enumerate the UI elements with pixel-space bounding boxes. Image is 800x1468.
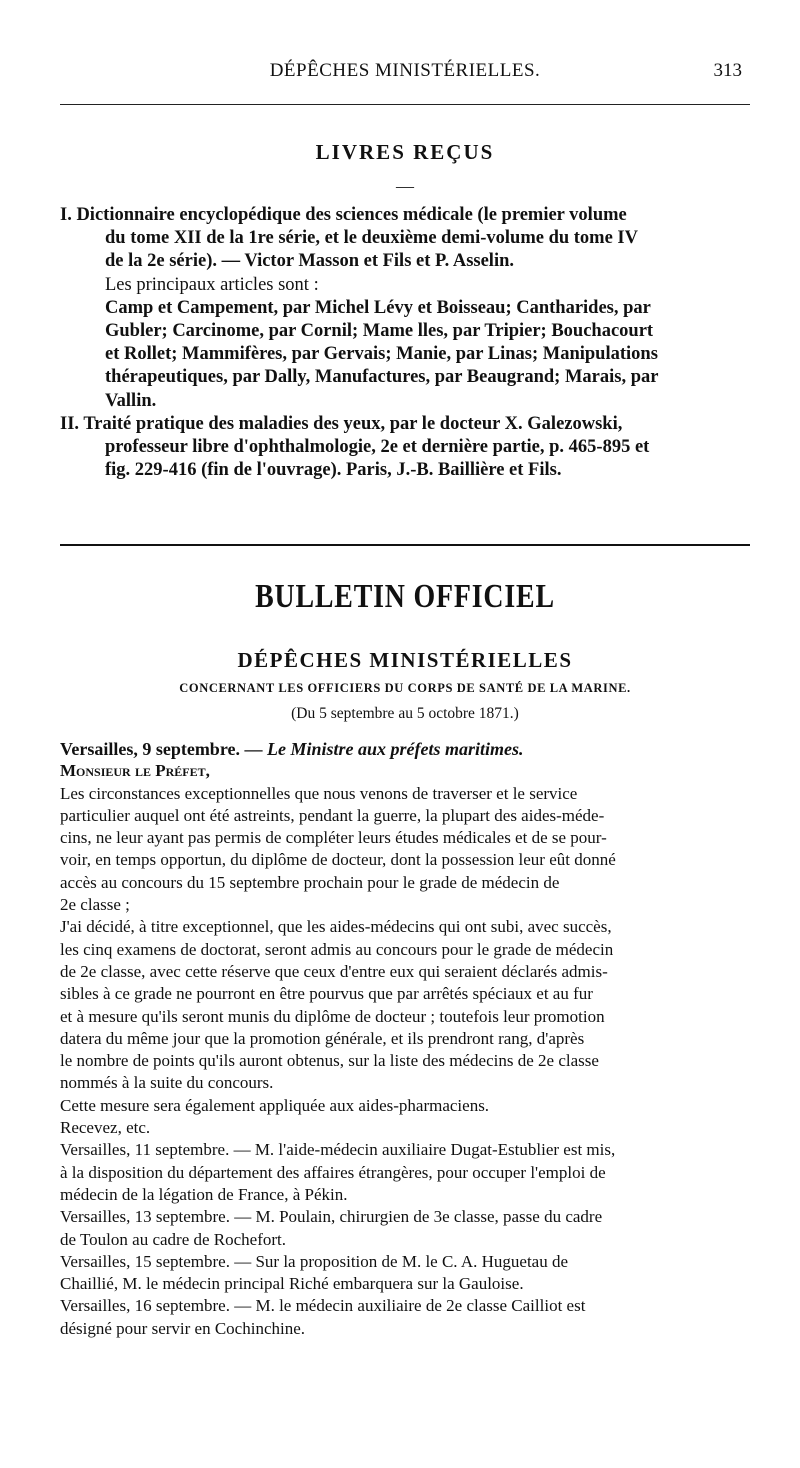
para2-line: sibles à ce grade ne pourront en être pourvus que par arrêtés spéciaux et au fur bbox=[60, 984, 593, 1004]
bulletin-title: BULLETIN OFFICIEL bbox=[255, 578, 555, 615]
article-line: Vallin. bbox=[105, 390, 157, 411]
para2-line: et à mesure qu'ils seront munis du diplôme de docteur ; toutefois leur promotion bbox=[60, 1006, 605, 1026]
para2-line: de 2e classe, avec cette réserve que ceux d'entre eux qui seraient déclarés admis- bbox=[60, 961, 608, 981]
bulletin-concerning: CONCERNANT LES OFFICIERS DU CORPS DE SANTÉ DE LA MARINE. bbox=[179, 681, 631, 695]
bulletin-dates: (Du 5 septembre au 5 octobre 1871.) bbox=[291, 705, 519, 722]
entry-line: Versailles, 15 septembre. — Sur la proposition de M. le C. A. Huguetau de bbox=[60, 1251, 569, 1271]
item1-line: du tome XII de la 1re série, et le deuxième demi-volume du tome IV bbox=[105, 228, 638, 249]
entry-line: Versailles, 11 septembre. — M. l'aide-médecin auxiliaire Dugat-Estublier est mis, bbox=[60, 1140, 616, 1160]
para1-line: voir, en temps opportun, du diplôme de docteur, dont la possession leur eût donné bbox=[60, 850, 616, 870]
livres-heading: LIVRES REÇUS bbox=[315, 140, 495, 164]
item2-line: professeur libre d'ophthalmologie, 2e et dernière partie, p. 465-895 et bbox=[105, 437, 650, 458]
para2-line: J'ai décidé, à titre exceptionnel, que les aides-médecins qui ont subi, avec succès, bbox=[60, 917, 612, 937]
page-number: 313 bbox=[713, 60, 742, 81]
section-rule bbox=[60, 544, 750, 546]
para1-line: particulier auquel ont été astreints, pendant la guerre, la plupart des aides-méde- bbox=[60, 805, 605, 825]
entry-line: Chaillié, M. le médecin principal Riché embarquera sur la Gauloise. bbox=[60, 1274, 524, 1294]
item1-line: I. Dictionnaire encyclopédique des sciences médicale (le premier volume bbox=[60, 205, 627, 225]
livres-dash: — bbox=[396, 176, 414, 196]
opening-place-date: Versailles, 9 septembre. — bbox=[60, 739, 263, 759]
article-line: Camp et Campement, par Michel Lévy et Boisseau; Cantharides, par bbox=[105, 297, 651, 318]
entry-line: de Toulon au cadre de Rochefort. bbox=[60, 1229, 287, 1249]
para1-line: 2e classe ; bbox=[60, 895, 130, 915]
dispatch-body bbox=[60, 738, 750, 1340]
para1-line: Les circonstances exceptionnelles que nous venons de traverser et le service bbox=[60, 783, 578, 803]
running-title: DÉPÊCHES MINISTÉRIELLES. bbox=[269, 60, 541, 81]
entry-line: médecin de la légation de France, à Pékin. bbox=[60, 1184, 348, 1204]
para3: Cette mesure sera également appliquée aux aides-pharmaciens. bbox=[60, 1095, 490, 1115]
para2-line: le nombre de points qu'ils auront obtenus, sur la liste des médecins de 2e classe bbox=[60, 1051, 599, 1071]
para1-line: cins, ne leur ayant pas permis de compléter leurs études médicales et de se pour- bbox=[60, 828, 607, 848]
salutation: Monsieur le Préfet, bbox=[60, 761, 210, 781]
article-line: thérapeutiques, par Dally, Manufactures, par Beaugrand; Marais, par bbox=[105, 367, 659, 388]
para2-line: les cinq examens de doctorat, seront admis au concours pour le grade de médecin bbox=[60, 939, 614, 959]
item1-line: de la 2e série). — Victor Masson et Fils et P. Asselin. bbox=[105, 251, 515, 272]
principaux-line: Les principaux articles sont : bbox=[105, 274, 319, 295]
livres-list bbox=[60, 204, 750, 482]
opening-recipient: Le Ministre aux préfets maritimes. bbox=[266, 739, 524, 759]
entry-line: désigné pour servir en Cochinchine. bbox=[60, 1318, 306, 1338]
article-line: et Rollet; Mammifères, par Gervais; Manie, par Linas; Manipulations bbox=[105, 344, 658, 365]
bulletin-subtitle: DÉPÊCHES MINISTÉRIELLES bbox=[237, 648, 573, 672]
entry-line: à la disposition du département des affaires étrangères, pour occuper l'emploi de bbox=[60, 1162, 606, 1182]
item2-line: II. Traité pratique des maladies des yeux, par le docteur X. Galezowski, bbox=[60, 413, 623, 434]
entry-line: Versailles, 13 septembre. — M. Poulain, chirurgien de 3e classe, passe du cadre bbox=[60, 1207, 603, 1227]
entry-line: Versailles, 16 septembre. — M. le médecin auxiliaire de 2e classe Cailliot est bbox=[60, 1296, 586, 1316]
para2-line: nommés à la suite du concours. bbox=[60, 1073, 274, 1093]
item2-line: fig. 229-416 (fin de l'ouvrage). Paris, J.-B. Baillière et Fils. bbox=[105, 460, 562, 481]
header-rule bbox=[60, 104, 750, 105]
para1-line: accès au concours du 15 septembre prochain pour le grade de médecin de bbox=[60, 872, 560, 892]
closing: Recevez, etc. bbox=[60, 1118, 151, 1138]
para2-line: datera du même jour que la promotion générale, et ils prendront rang, d'après bbox=[60, 1028, 585, 1048]
article-line: Gubler; Carcinome, par Cornil; Mame lles, par Tripier; Bouchacourt bbox=[105, 321, 654, 342]
running-header bbox=[60, 60, 750, 90]
